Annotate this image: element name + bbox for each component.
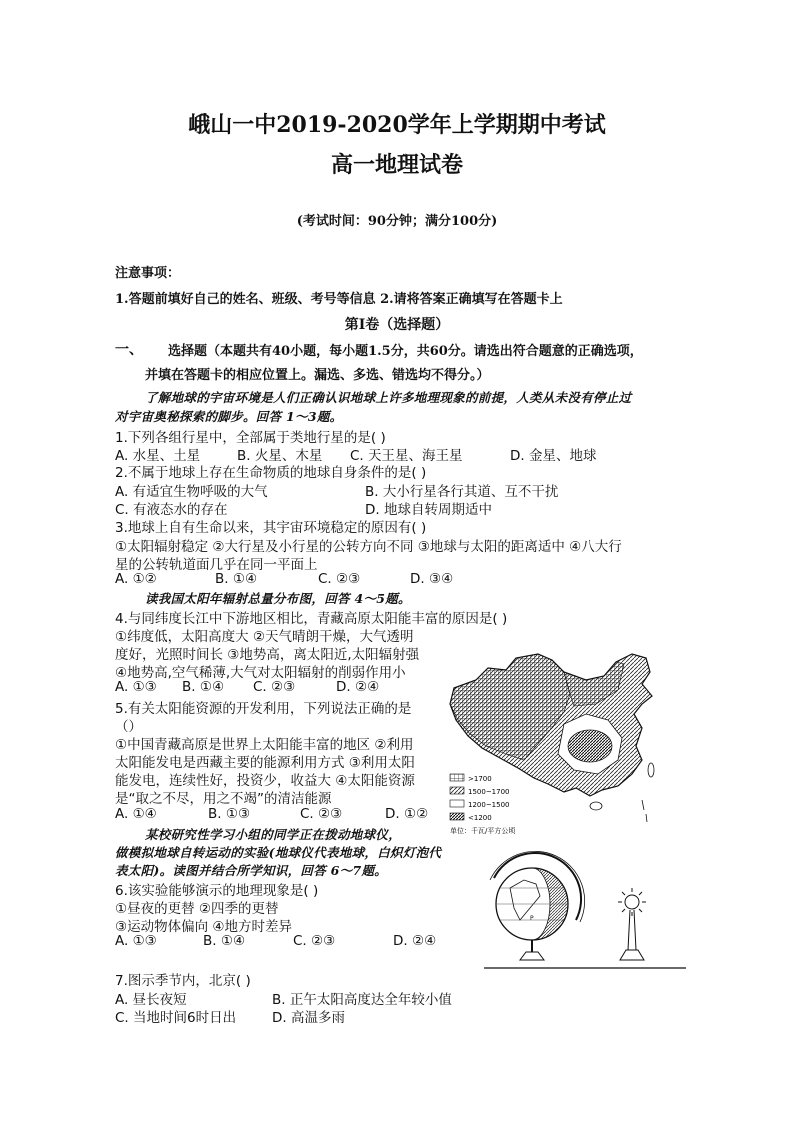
legend-label-2: 1500~1700 [468,788,510,796]
q2-stem: 2.不属于地球上存在生命物质的地球自身条件的是( ) [115,465,427,481]
legend-label-3: 1200~1500 [468,801,510,809]
q5-option-a: A. ①④ [115,806,157,822]
q1-option-d: D. 金星、地球 [510,448,597,464]
section-title: 第Ⅰ卷（选择题） [344,317,450,333]
q6-option-c: C. ②③ [293,933,336,949]
legend-unit: 单位：千瓦/平方公顷 [450,827,516,835]
q1-stem: 1.下列各组行星中，全部属于类地行星的是( ) [115,430,386,446]
legend-label-4: <1200 [468,814,492,822]
q5-option-c: C. ②③ [300,806,343,822]
q6-option-a: A. ①③ [115,933,157,949]
q4-item-line: 度好，光照时间长 ③地势高，离太阳近,太阳辐射强 [115,647,420,663]
q6-stem: 6.该实验能够演示的地理现象是( ) [115,883,319,899]
q5-option-d: D. ①② [385,806,429,822]
hainan-island [590,802,602,810]
notes-line: 1.答题前填好自己的姓名、班级、考号等信息 2.请将答案正确填写在答题卡上 [115,292,563,307]
q6-option-b: B. ①④ [203,933,246,949]
q7-option-d: D. 高温多雨 [272,1010,345,1026]
globe-lamp-diagram [480,850,690,972]
q3-option-b: B. ①④ [215,571,258,587]
group1-intro: 了解地球的宇宙环境是人们正确认识地球上许多地理现象的前提，人类从未没有停止过 [145,390,632,405]
legend-swatch-4 [450,813,464,820]
svg-text:P: P [530,915,534,922]
legend-swatch-3 [450,800,464,807]
q5-item-line: ①中国青藏高原是世界上太阳能丰富的地区 ②利用 [115,737,414,753]
solar-radiation-map [446,650,694,836]
q5-stem: 5.有关太阳能资源的开发利用，下列说法正确的是 [115,701,412,717]
q7-option-a: A. 昼长夜短 [115,992,187,1008]
q3-option-d: D. ③④ [410,571,454,587]
q4-stem: 4.与同纬度长江中下游地区相比，青藏高原太阳能丰富的原因是( ) [115,611,508,627]
section-instruction-cont: 并填在答题卡的相应位置上。漏选、多选、错选均不得分。） [145,368,490,383]
q2-option-d: D. 地球自转周期适中 [365,502,492,518]
q7-option-c: C. 当地时间6时日出 [115,1010,237,1026]
group3-intro: 某校研究性学习小组的同学正在拨动地球仪， [145,827,402,842]
q6-option-d: D. ②④ [393,933,437,949]
legend-swatch-2 [450,787,464,794]
q7-option-b: B. 正午太阳高度达全年较小值 [272,992,452,1008]
q2-option-b: B. 大小行星各行其道、互不干扰 [365,484,559,500]
q4-item-line: ④地势高,空气稀薄,大气对太阳辐射的削弱作用小 [115,665,406,681]
legend-label-1: >1700 [468,775,492,783]
group3-intro-cont: 做模拟地球自转运动的实验(地球仪代表地球，白炽灯泡代 [115,845,442,860]
q1-option-a: A. 水星、土星 [115,448,201,464]
legend-swatch-1 [450,774,464,781]
q5-item-line: 是“取之不尽，用之不竭”的清洁能源 [115,791,332,807]
q5-item-line: 太阳能发电是西藏主要的能源利用方式 ③利用太阳 [115,755,415,771]
lamp-illustration [618,888,646,960]
q7-stem: 7.图示季节内，北京( ) [115,973,251,989]
q5-item-line: 能发电，连续性好，投资少，收益大 ④太阳能资源 [115,773,415,789]
notes-heading: 注意事项： [115,266,181,281]
section-number: 一、 [115,342,143,358]
q4-option-d: D. ②④ [336,679,380,695]
q3-option-a: A. ①② [115,571,157,587]
q1-option-c: C. 天王星、海王星 [350,448,463,464]
q4-option-c: C. ②③ [253,679,296,695]
q6-item-line: ③运动物体偏向 ④地方时差异 [115,919,292,935]
group1-intro-cont: 对宇宙奥秘探索的脚步。回答 1～3题。 [115,409,343,424]
q2-option-a: A. 有适宜生物呼吸的大气 [115,484,268,500]
q2-option-c: C. 有液态水的存在 [115,502,228,518]
q5-paren: （） [115,719,142,735]
q1-option-b: B. 火星、木星 [237,448,323,464]
q3-item-line: ①太阳辐射稳定 ②大行星及小行星的公转方向不同 ③地球与太阳的距离适中 ④八大行 [115,539,622,555]
q5-option-b: B. ①③ [208,806,251,822]
taiwan-island [648,763,654,777]
q4-option-a: A. ①③ [115,679,157,695]
globe-illustration [490,851,585,960]
group2-intro: 读我国太阳年辐射总量分布图，回答 4～5题。 [145,591,411,606]
exam-info: (考试时间：90分钟；满分100分) [296,214,498,229]
q3-stem: 3.地球上自有生命以来，其宇宙环境稳定的原因有( ) [115,520,427,536]
q4-item-line: ①纬度低，太阳高度大 ②天气晴朗干燥，大气透明 [115,629,414,645]
q6-item-line: ①昼夜的更替 ②四季的更替 [115,901,279,917]
q3-option-c: C. ②③ [318,571,361,587]
section-instruction: 选择题（本题共有40小题，每小题1.5分，共60分。请选出符合题意的正确选项， [168,344,643,359]
exam-subtitle: 高一地理试卷 [330,152,463,178]
q4-option-b: B. ①④ [182,679,225,695]
exam-title: 峨山一中2019-2020学年上学期期中考试 [188,112,606,138]
group3-intro-cont: 表太阳)。读图并结合所学知识，回答 6～7题。 [115,863,388,878]
q3-item-line: 星的公转轨道面几乎在同一平面上 [115,557,318,573]
